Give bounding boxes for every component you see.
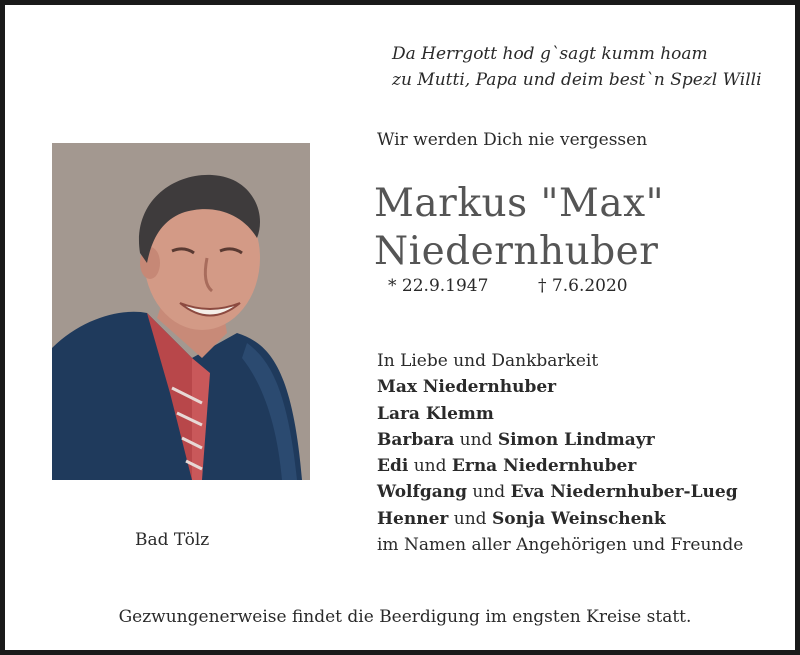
mourner-line xyxy=(377,374,743,400)
memorial-quote xyxy=(392,41,762,93)
funeral-notice: Gezwungenerweise findet die Beerdigung im engsten Kreise statt. xyxy=(118,607,692,627)
quote-line-2: zu Mutti, Papa und deim best`n Spezl Willi xyxy=(392,70,762,90)
mourner-line xyxy=(377,479,743,505)
mourner-line xyxy=(377,401,743,427)
portrait-photo xyxy=(52,143,310,480)
mourner-name: Edi xyxy=(377,456,409,477)
life-dates xyxy=(388,276,628,296)
tagline: Wir werden Dich nie vergessen xyxy=(377,130,648,150)
mourner-joiner: und xyxy=(459,429,493,450)
mourner-name: Sonja Weinschenk xyxy=(491,508,666,529)
mourners-intro: In Liebe und Dankbarkeit xyxy=(377,351,599,371)
mourner-joiner: und xyxy=(453,508,487,529)
mourners-closing: im Namen aller Angehörigen und Freunde xyxy=(377,535,744,556)
mourner-name: Eva Niedernhuber-Lueg xyxy=(510,482,738,503)
mourner-line xyxy=(377,506,743,532)
deceased-name-line-2: Niedernhuber xyxy=(374,229,659,274)
death-date: † 7.6.2020 xyxy=(538,276,628,296)
mourner-name: Max Niedernhuber xyxy=(377,377,557,398)
birth-date: * 22.9.1947 xyxy=(388,276,489,296)
mourner-name: Henner xyxy=(377,508,449,529)
mourner-name: Barbara xyxy=(377,429,455,450)
deceased-name xyxy=(374,180,664,276)
mourner-name: Erna Niedernhuber xyxy=(451,456,637,477)
mourners-block xyxy=(377,348,743,558)
quote-line-1: Da Herrgott hod g`sagt kumm hoam xyxy=(392,44,708,64)
mourner-name: Wolfgang xyxy=(377,482,467,503)
mourner-joiner: und xyxy=(472,482,506,503)
mourner-line xyxy=(377,453,743,479)
mourner-joiner: und xyxy=(413,456,447,477)
location-text: Bad Tölz xyxy=(135,530,210,550)
mourner-name: Lara Klemm xyxy=(377,403,494,424)
deceased-name-line-1: Markus "Max" xyxy=(374,181,665,226)
mourner-name: Simon Lindmayr xyxy=(497,429,655,450)
mourner-line xyxy=(377,427,743,453)
portrait-illustration xyxy=(52,143,310,480)
